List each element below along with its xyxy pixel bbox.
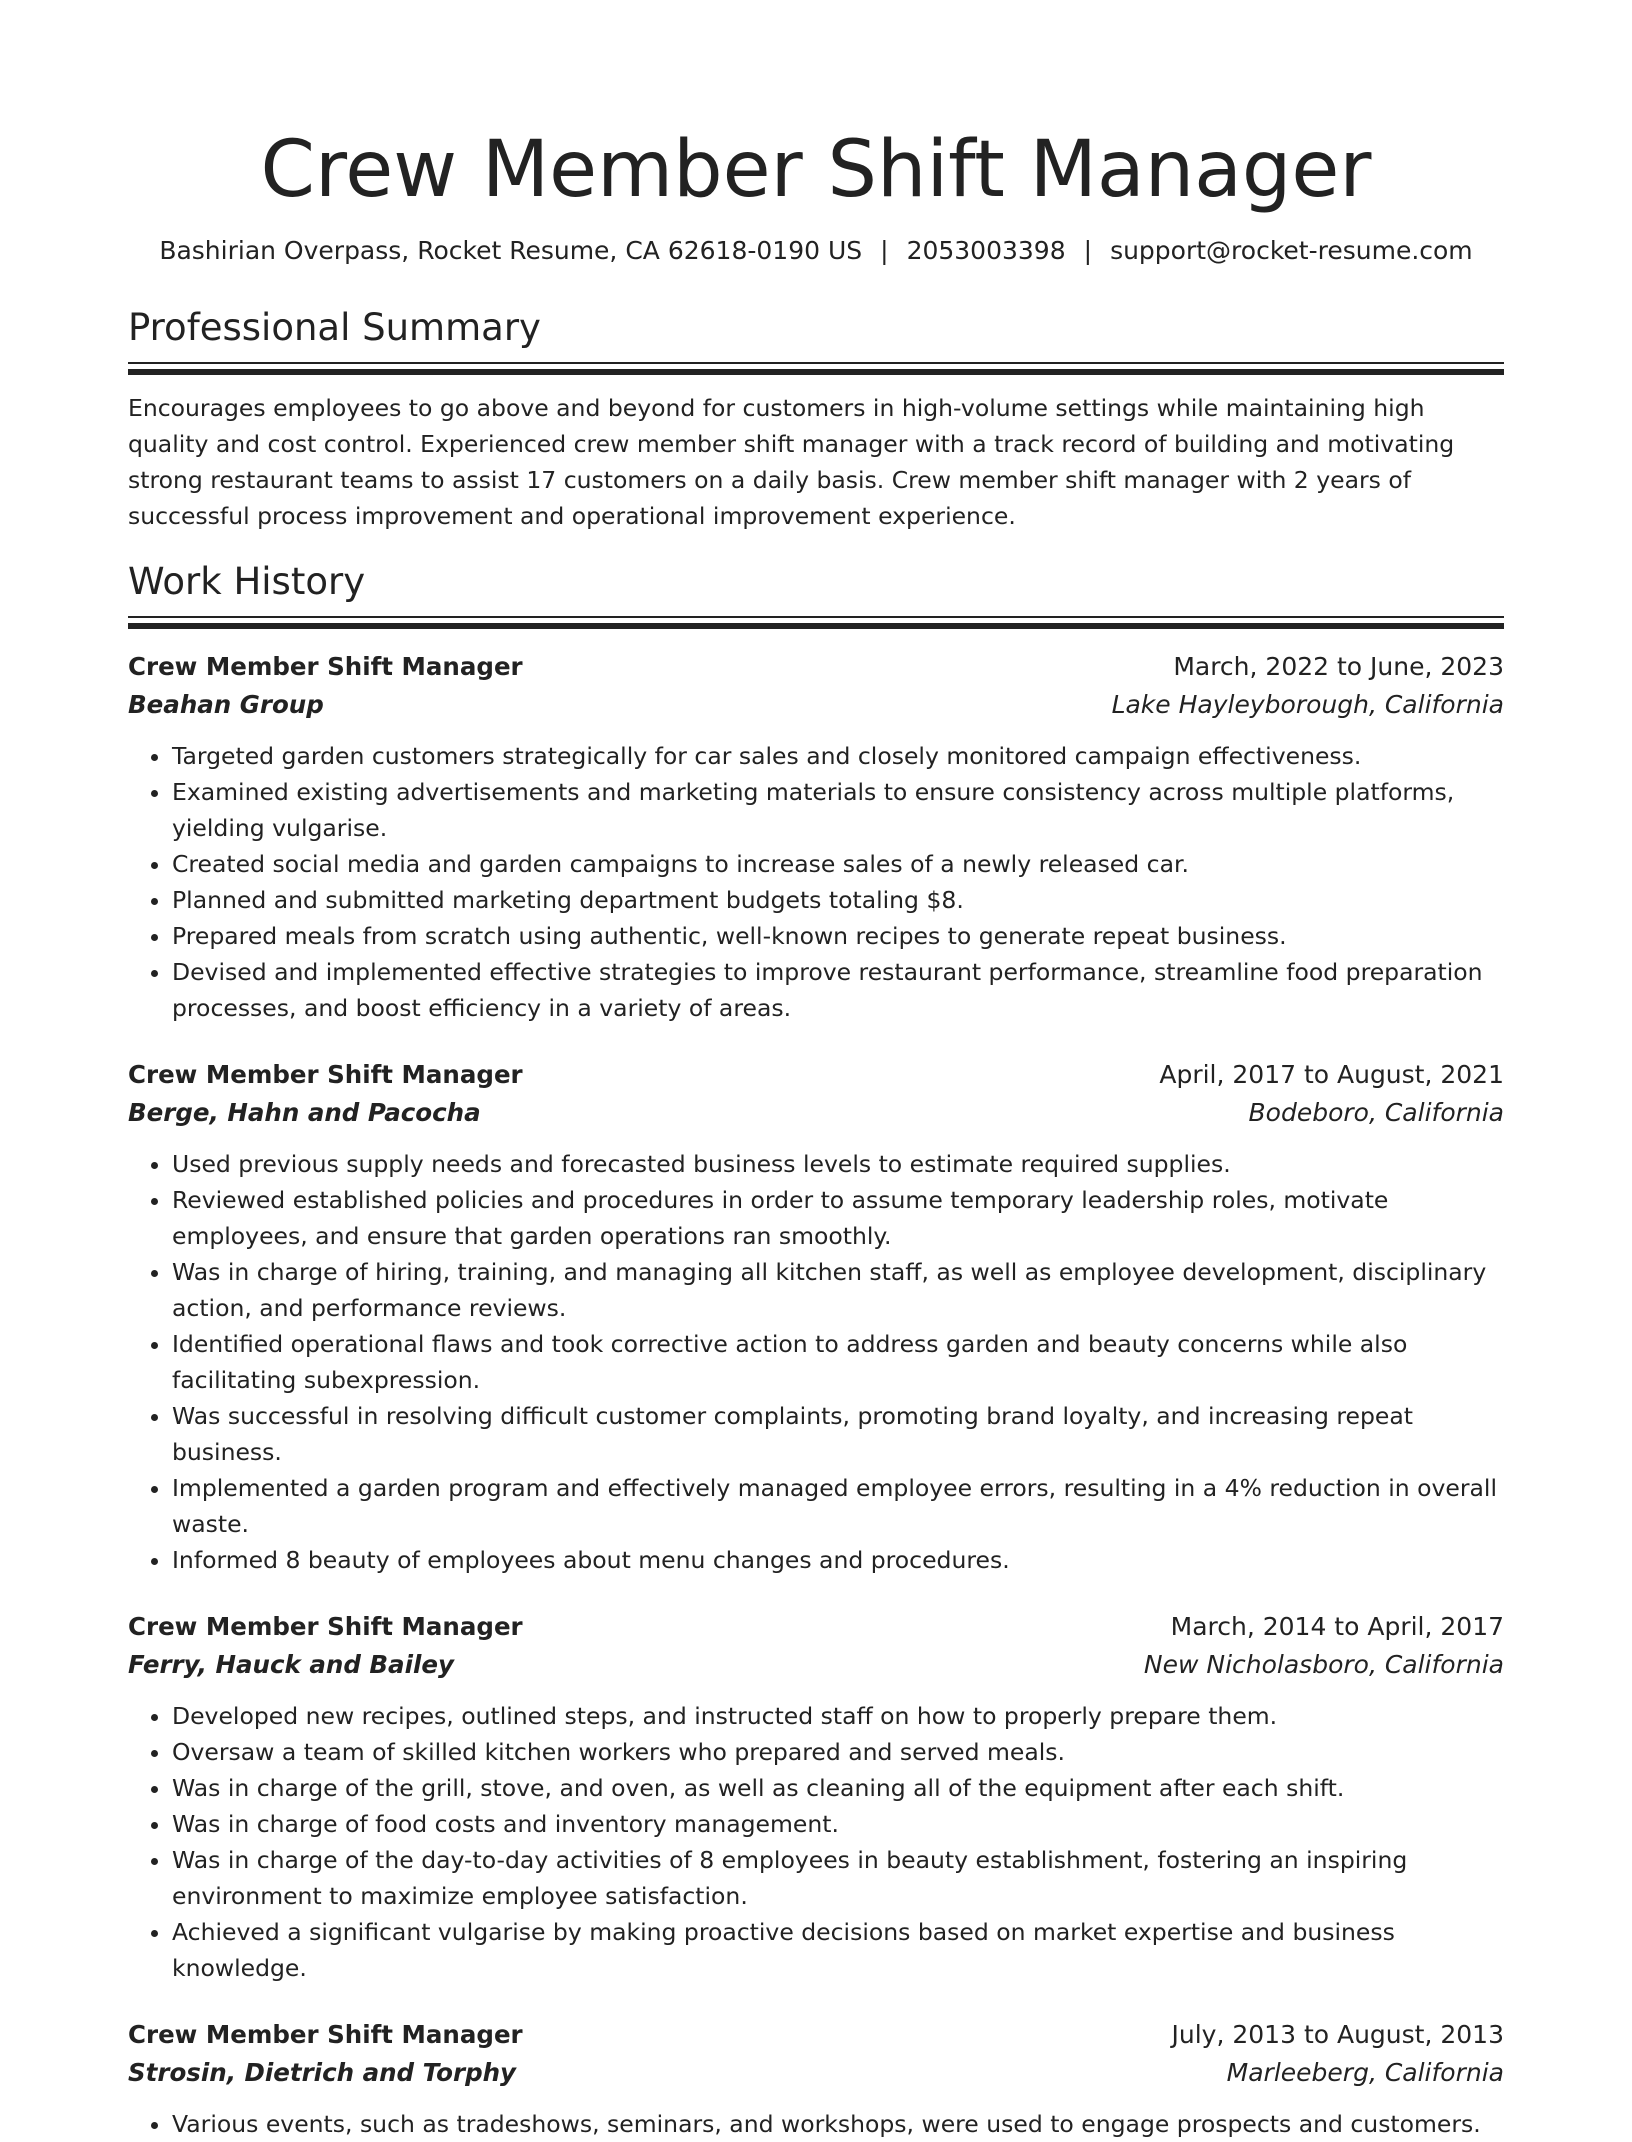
job-company: Beahan Group: [128, 690, 324, 719]
job-company: Strosin, Dietrich and Torphy: [128, 2058, 517, 2087]
job-title: Crew Member Shift Manager: [128, 652, 523, 681]
job-bullet: • Prepared meals from scratch using authentic, well-known recipes to generate repeat business.: [172, 918, 1504, 954]
job-bullets: [128, 738, 1504, 1026]
job-bullet: • Implemented a garden program and effectively managed employee errors, resulting in a 4% reduction in overall waste.: [172, 1470, 1504, 1542]
job-dates: March, 2022 to June, 2023: [1173, 652, 1504, 681]
resume-page: [128, 0, 1504, 2138]
job-entry: [128, 1608, 1504, 1986]
job-bullet: • Reviewed established policies and procedures in order to assume temporary leadership roles, motivate employees, and ensure that garden operations ran smoothly.: [172, 1182, 1504, 1254]
job-bullet: • Developed new recipes, outlined steps, and instructed staff on how to properly prepare them.: [172, 1698, 1504, 1734]
job-entry: [128, 648, 1504, 1026]
job-bullet: • Created social media and garden campaigns to increase sales of a newly released car.: [172, 846, 1504, 882]
job-entry: [128, 1056, 1504, 1578]
section-title-work-history: Work History: [128, 560, 366, 603]
job-bullet: • Achieved a significant vulgarise by making proactive decisions based on market expertise and business knowledge.: [172, 1914, 1504, 1986]
section-divider: [128, 616, 1504, 630]
job-bullets: [128, 2106, 1504, 2142]
contact-phone: 2053003398: [906, 236, 1066, 265]
job-bullet: • Examined existing advertisements and marketing materials to ensure consistency across multiple platforms, yielding vulgarise.: [172, 774, 1504, 846]
job-company: Berge, Hahn and Pacocha: [128, 1098, 481, 1127]
job-bullet: • Oversaw a team of skilled kitchen workers who prepared and served meals.: [172, 1734, 1504, 1770]
job-location: New Nicholasboro, California: [1143, 1650, 1504, 1679]
job-dates: July, 2013 to August, 2013: [1171, 2020, 1504, 2049]
job-title: Crew Member Shift Manager: [128, 1612, 523, 1641]
job-bullet: • Devised and implemented effective strategies to improve restaurant performance, streamline food preparation processes, and boost efficiency in a variety of areas.: [172, 954, 1504, 1026]
contact-separator: |: [1083, 236, 1093, 265]
job-location: Bodeboro, California: [1248, 1098, 1504, 1127]
summary-section: [128, 304, 1504, 534]
job-bullet: • Was successful in resolving difficult customer complaints, promoting brand loyalty, and increasing repeat business.: [172, 1398, 1504, 1470]
section-title-summary: Professional Summary: [128, 306, 541, 349]
work-history-section: [128, 558, 1504, 2142]
contact-separator: |: [880, 236, 889, 265]
job-bullet: • Was in charge of the grill, stove, and oven, as well as cleaning all of the equipment after each shift.: [172, 1770, 1504, 1806]
job-company: Ferry, Hauck and Bailey: [128, 1650, 454, 1679]
job-location: Lake Hayleyborough, California: [1111, 690, 1504, 719]
job-entry: [128, 2016, 1504, 2142]
job-title: Crew Member Shift Manager: [128, 1060, 523, 1089]
job-bullet: • Targeted garden customers strategically for car sales and closely monitored campaign effectiveness.: [172, 738, 1504, 774]
job-dates: March, 2014 to April, 2017: [1170, 1612, 1504, 1641]
job-bullets: [128, 1698, 1504, 1986]
contact-address: Bashirian Overpass, Rocket Resume, CA 62618-0190 US: [159, 236, 863, 265]
job-bullet: • Used previous supply needs and forecasted business levels to estimate required supplies.: [172, 1146, 1504, 1182]
job-dates: April, 2017 to August, 2021: [1159, 1060, 1504, 1089]
job-bullet: • Identified operational flaws and took corrective action to address garden and beauty concerns while also facilitating subexpression.: [172, 1326, 1504, 1398]
section-divider: [128, 362, 1504, 376]
contact-line: [128, 234, 1504, 268]
job-bullets: [128, 1146, 1504, 1578]
contact-email: support@rocket-resume.com: [1110, 236, 1473, 265]
job-bullet: • Informed 8 beauty of employees about menu changes and procedures.: [172, 1542, 1504, 1578]
job-bullet: • Was in charge of food costs and inventory management.: [172, 1806, 1504, 1842]
job-location: Marleeberg, California: [1226, 2058, 1504, 2087]
job-bullet: • Was in charge of the day-to-day activities of 8 employees in beauty establishment, fostering an inspiring environment to maximize employee satisfaction.: [172, 1842, 1504, 1914]
summary-text: Encourages employees to go above and beyond for customers in high-volume settings while maintaining high quality and cost control. Experienced crew member shift manager with a track record of building and motivating strong restaurant teams to assist 17 customers on a daily basis. Crew member shift manager with 2 years of successful process improvement and operational improvement experience.: [128, 394, 1455, 530]
job-title: Crew Member Shift Manager: [128, 2020, 523, 2049]
job-bullet: • Various events, such as tradeshows, seminars, and workshops, were used to engage prospects and customers.: [172, 2106, 1504, 2142]
resume-name: Crew Member Shift Manager: [260, 125, 1372, 215]
job-bullet: • Was in charge of hiring, training, and managing all kitchen staff, as well as employee development, disciplinary action, and performance reviews.: [172, 1254, 1504, 1326]
job-bullet: • Planned and submitted marketing department budgets totaling $8.: [172, 882, 1504, 918]
